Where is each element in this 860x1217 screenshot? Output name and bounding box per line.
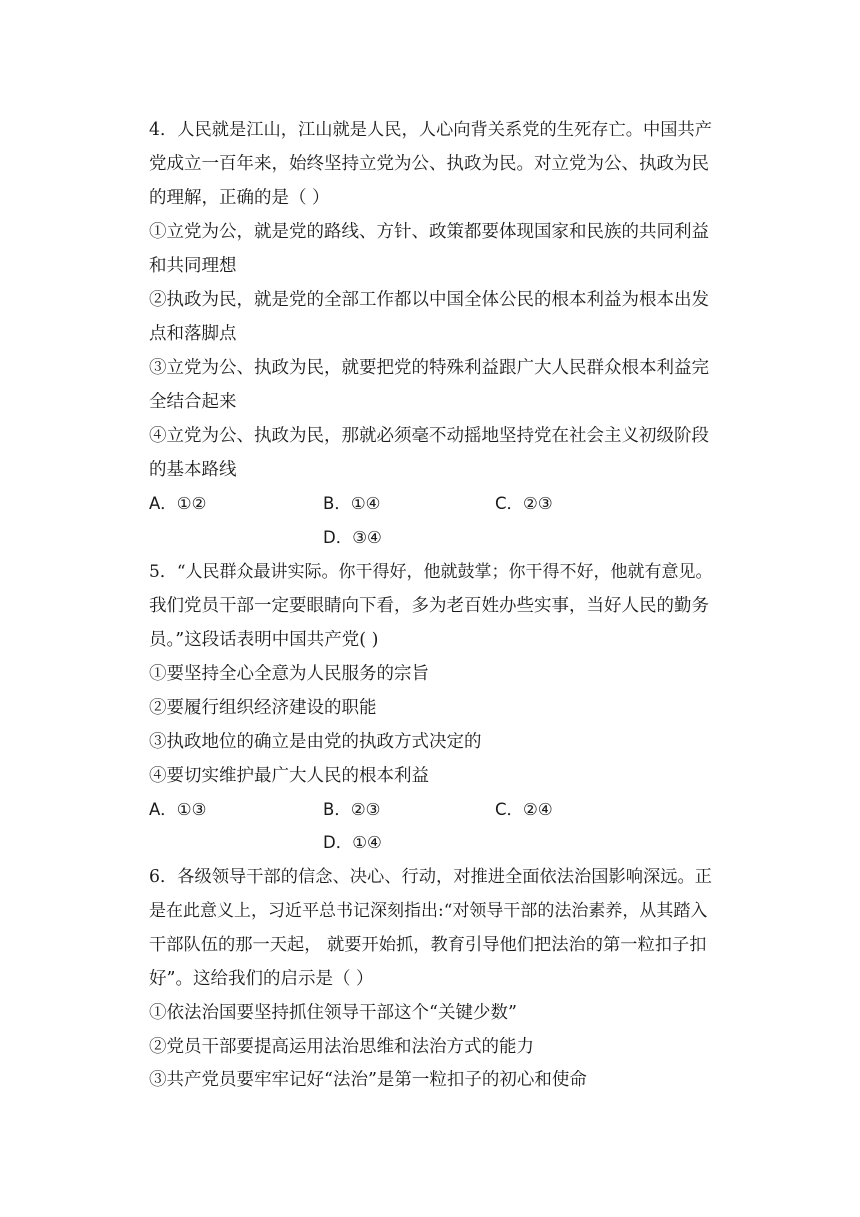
question-5-option-c: C．②④ xyxy=(495,800,553,819)
question-4-option-c: C．②③ xyxy=(495,494,553,513)
question-5-option-a: A．①③ xyxy=(149,800,207,819)
question-4-statement-4-cont: 的基本路线 xyxy=(149,460,237,480)
question-4-statement-2: ②执政为民，就是党的全部工作都以中国全体公民的根本利益为根本出发 xyxy=(149,290,709,310)
question-6-statement-1: ①依法治国要坚持抓住领导干部这个“关键少数” xyxy=(149,1003,517,1023)
question-4-stem-line-3: 的理解，正确的是（ ） xyxy=(149,188,330,208)
question-4-statement-3: ③立党为公、执政为民，就要把党的特殊利益跟广大人民群众根本利益完 xyxy=(149,358,709,378)
question-4-statement-1: ①立党为公，就是党的路线、方针、政策都要体现国家和民族的共同利益 xyxy=(149,222,709,242)
question-4-option-d: D．③④ xyxy=(323,528,382,547)
question-5-option-b: B．②③ xyxy=(323,800,381,819)
question-4-stem-line-1: 4．人民就是江山，江山就是人民，人心向背关系党的生死存亡。中国共产 xyxy=(149,120,712,140)
question-5-statement-3: ③执政地位的确立是由党的执政方式决定的 xyxy=(149,732,482,752)
question-4-option-b: B．①④ xyxy=(323,494,381,513)
question-6-stem-line-1: 6．各级领导干部的信念、决心、行动，对推进全面依法治国影响深远。正 xyxy=(149,867,712,887)
question-5-statement-4: ④要切实维护最广大人民的根本利益 xyxy=(149,766,429,786)
question-4-stem-line-2: 党成立一百年来，始终坚持立党为公、执政为民。对立党为公、执政为民 xyxy=(149,154,709,174)
question-4-statement-3-cont: 全结合起来 xyxy=(149,392,237,412)
question-5-stem-line-2: 我们党员干部一定要眼睛向下看，多为老百姓办些实事，当好人民的勤务 xyxy=(149,596,709,616)
question-6-stem-line-4: 好”。这给我们的启示是（ ） xyxy=(149,969,374,989)
question-5-stem-line-3: 员。”这段话表明中国共产党( ) xyxy=(149,630,379,650)
question-5-option-d: D．①④ xyxy=(323,833,382,852)
question-6-statement-2: ②党员干部要提高运用法治思维和法治方式的能力 xyxy=(149,1037,534,1057)
question-6-stem-line-2: 是在此意义上，习近平总书记深刻指出:“对领导干部的法治素养，从其踏入 xyxy=(149,901,708,921)
question-6-stem-line-3: 干部队伍的那一天起， 就要开始抓，教育引导他们把法治的第一粒扣子扣 xyxy=(149,935,707,955)
question-5-stem-line-1: 5．“人民群众最讲实际。你干得好，他就鼓掌；你干得不好，他就有意见。 xyxy=(149,562,713,582)
question-4-statement-2-cont: 点和落脚点 xyxy=(149,324,237,344)
question-4-option-a: A．①② xyxy=(149,494,207,513)
question-5-statement-2: ②要履行组织经济建设的职能 xyxy=(149,698,377,718)
question-4-statement-4: ④立党为公、执政为民，那就必须毫不动摇地坚持党在社会主义初级阶段 xyxy=(149,426,709,446)
question-5-statement-1: ①要坚持全心全意为人民服务的宗旨 xyxy=(149,664,429,684)
question-4-statement-1-cont: 和共同理想 xyxy=(149,256,237,276)
question-6-statement-3: ③共产党员要牢牢记好“法治”是第一粒扣子的初心和使命 xyxy=(149,1070,587,1090)
